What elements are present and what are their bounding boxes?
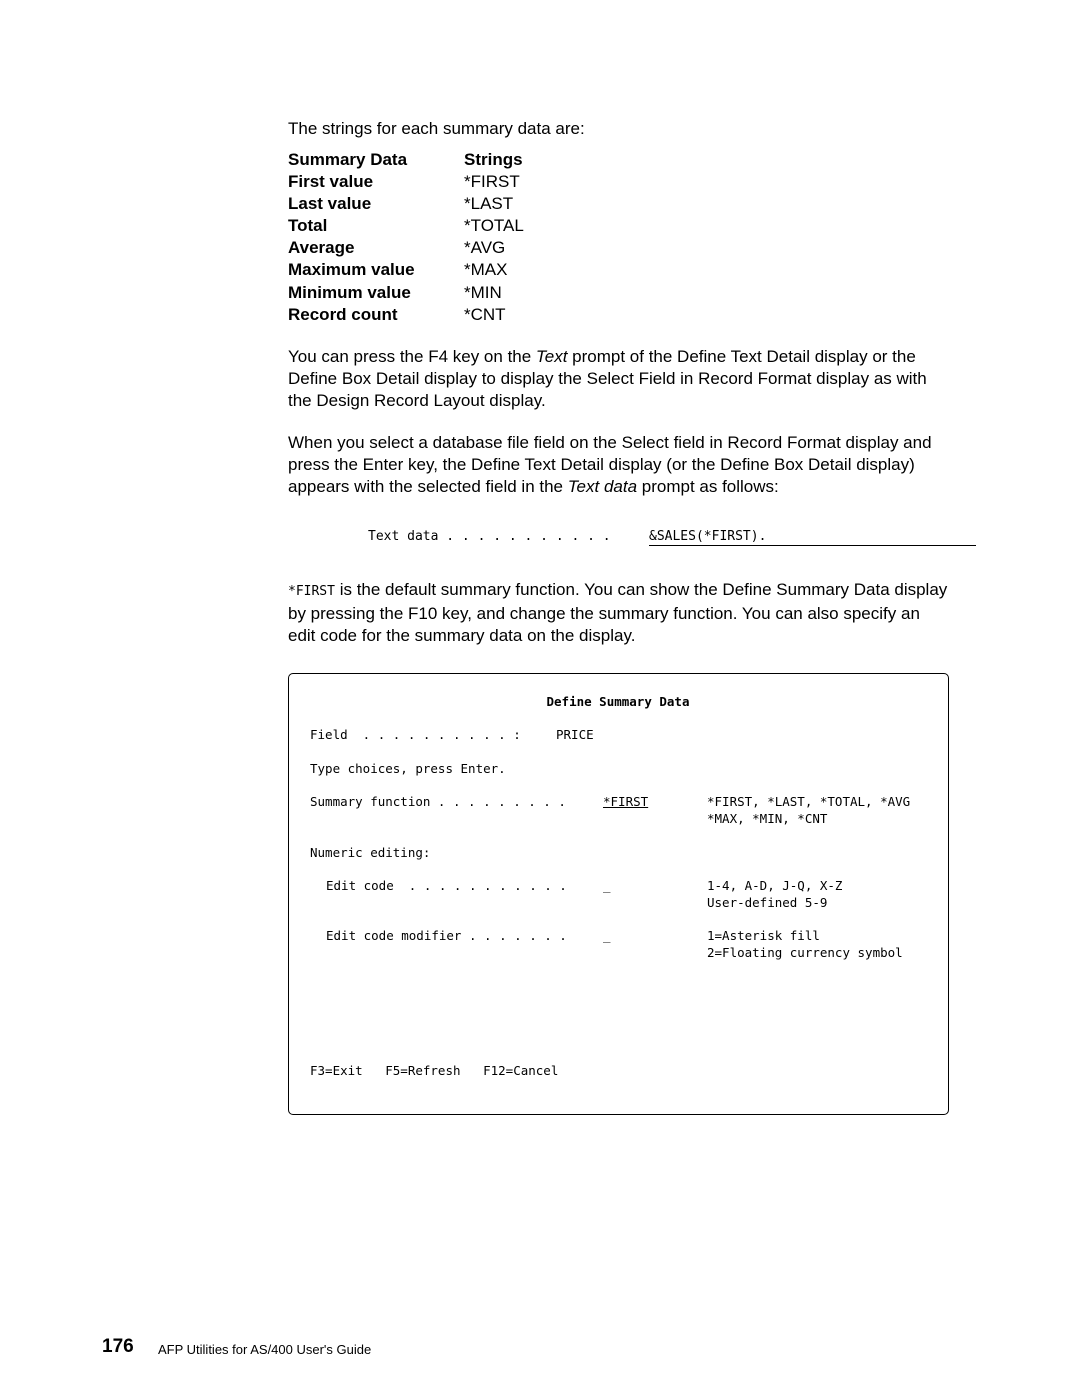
row-label: First value — [288, 172, 374, 192]
row-label: Average — [288, 238, 355, 258]
function-keys[interactable]: F3=Exit F5=Refresh F12=Cancel — [310, 1063, 559, 1078]
f4-paragraph — [288, 346, 948, 412]
row-string: *CNT — [464, 304, 506, 324]
edit-code-modifier-label: Edit code modifier . . . . . . . — [326, 928, 567, 943]
footer-title: AFP Utilities for AS/400 User's Guide — [158, 1342, 372, 1357]
intro-text: The strings for each summary data are: — [288, 119, 585, 138]
row-label: Total — [288, 216, 328, 236]
edit-code-modifier-input[interactable]: _ — [603, 928, 611, 943]
edit-code-input[interactable]: _ — [603, 878, 611, 893]
numeric-editing-label: Numeric editing: — [310, 845, 431, 860]
summary-function-label: Summary function . . . . . . . . . — [310, 794, 566, 809]
para3-text: is the default summary function. You can show the Define Summary Data display by pressing the F10 key, and change the summary function. You can also specify an edit code for the summary data on the display. — [288, 580, 948, 645]
first-default-paragraph — [288, 579, 948, 647]
select-field-paragraph — [288, 432, 948, 498]
row-string: *TOTAL — [464, 216, 524, 236]
field-value: PRICE — [556, 727, 594, 742]
row-string: *AVG — [464, 238, 506, 258]
text-data-underline — [649, 545, 976, 546]
row-label: Record count — [288, 304, 398, 324]
para2-text-a: When you select a database file field on the Select field in Record Format display and press the Enter key, the Define Text Detail display (or the Define Box Detail display) appears with the selected field in the — [288, 433, 932, 496]
summary-function-hint-1: *FIRST, *LAST, *TOTAL, *AVG — [707, 794, 911, 809]
edit-code-label: Edit code . . . . . . . . . . . — [326, 878, 567, 893]
header-strings: Strings — [464, 150, 523, 169]
row-label: Last value — [288, 194, 372, 214]
para2-italic-text-data: Text data — [567, 477, 638, 496]
screen-title: Define Summary Data — [546, 694, 690, 709]
row-string: *LAST — [464, 194, 514, 214]
first-code: *FIRST — [288, 584, 335, 599]
text-data-example — [368, 529, 976, 549]
edit-code-hint-2: User-defined 5-9 — [707, 895, 828, 910]
summary-function-input[interactable]: *FIRST — [603, 794, 649, 809]
modifier-hint-1: 1=Asterisk fill — [707, 928, 820, 943]
header-summary-data: Summary Data — [288, 150, 408, 169]
para2-text-b: prompt as follows: — [637, 477, 779, 496]
row-label: Minimum value — [288, 282, 411, 302]
para1-text-a: You can press the F4 key on the — [288, 347, 536, 366]
row-string: *FIRST — [464, 172, 520, 192]
field-label: Field . . . . . . . . . . : — [310, 727, 521, 742]
row-label: Maximum value — [288, 260, 415, 280]
row-string: *MIN — [464, 282, 502, 302]
para1-text-b: prompt of the Define Text Detail display or the Define Box Detail display to display the Select Field in Record Format display as with the Design Record Layout display. — [288, 347, 927, 410]
page-number: 176 — [102, 1336, 134, 1357]
edit-code-hint-1: 1-4, A-D, J-Q, X-Z — [707, 878, 843, 893]
modifier-hint-2: 2=Floating currency symbol — [707, 945, 903, 960]
text-data-value: &SALES(*FIRST). — [649, 529, 767, 544]
instructions: Type choices, press Enter. — [310, 761, 506, 776]
summary-function-hint-2: *MAX, *MIN, *CNT — [707, 811, 828, 826]
text-data-label: Text data . . . . . . . . . . . — [368, 529, 611, 544]
define-summary-data-screen — [288, 673, 949, 1115]
row-string: *MAX — [464, 260, 508, 280]
para1-italic-text: Text — [535, 347, 568, 366]
